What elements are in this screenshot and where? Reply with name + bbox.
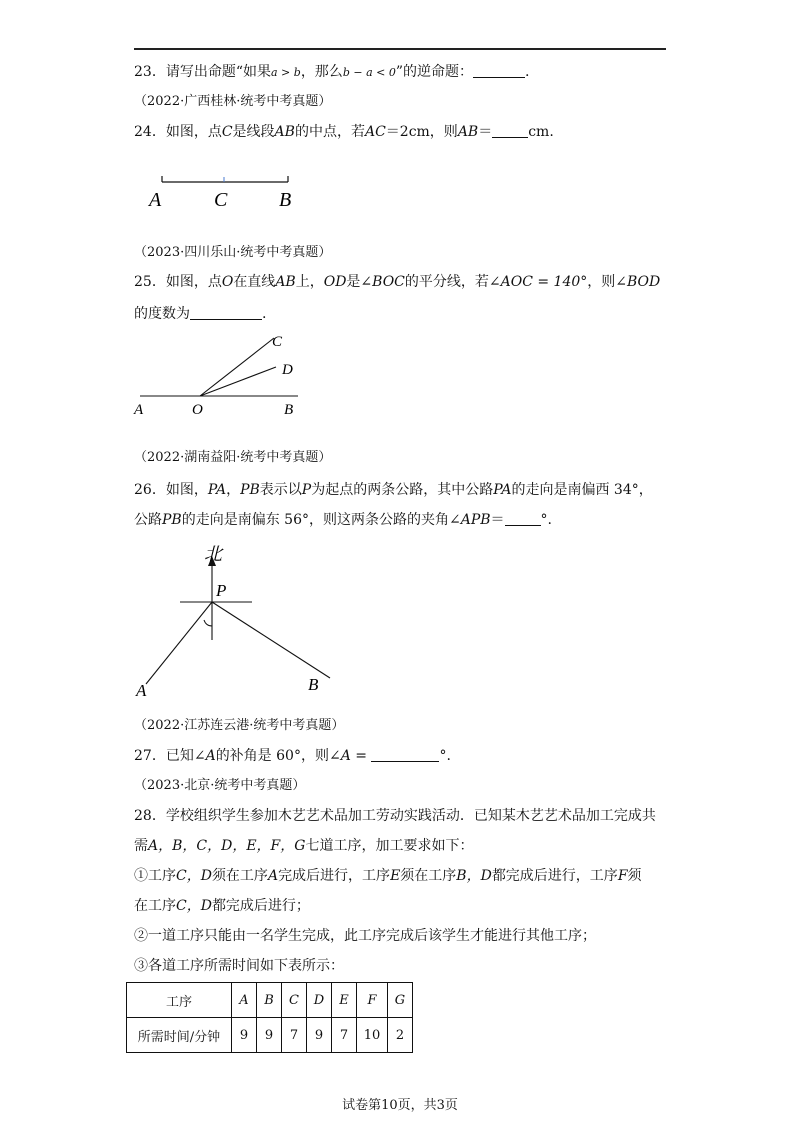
question-text: 须在工序 xyxy=(400,868,457,884)
point-label-o: O xyxy=(192,402,203,418)
question-26-line2 xyxy=(134,510,552,530)
question-text: 需 xyxy=(134,838,148,854)
question-text: 的平分线，若 xyxy=(404,274,489,290)
answer-blank[interactable] xyxy=(371,747,439,762)
question-28 xyxy=(134,806,656,826)
table-header-cell: E xyxy=(332,983,357,1018)
math-var: B，D xyxy=(456,868,492,884)
question-text: cm. xyxy=(528,124,554,140)
question-text: ①工序 xyxy=(134,868,176,884)
point-label-c: C xyxy=(214,189,228,211)
table-header-cell: F xyxy=(357,983,388,1018)
math-var: C，D xyxy=(176,868,212,884)
source-note: （2023·四川乐山·统考中考真题） xyxy=(134,245,332,260)
question-number: 26． xyxy=(134,482,166,498)
question-28-line5: ②一道工序只能由一名学生完成，此工序完成后该学生才能进行其他工序； xyxy=(134,928,596,944)
table-cell: 所需时间/分钟 xyxy=(127,1018,232,1053)
math-var: PB xyxy=(162,512,182,528)
math-var: PA xyxy=(207,482,227,498)
question-text: 须 xyxy=(627,868,642,884)
math-expr: ∠AOC = 140° xyxy=(488,274,588,290)
source-note: （2022·湖南益阳·统考中考真题） xyxy=(134,450,332,465)
math-var: AB xyxy=(275,274,296,290)
road-pa xyxy=(146,602,212,684)
question-text: 都完成后进行； xyxy=(211,898,310,914)
math-expr: ∠BOC xyxy=(360,274,405,290)
table-header-cell: G xyxy=(388,983,413,1018)
math-var: AB xyxy=(457,124,479,140)
question-text: 是 xyxy=(346,274,361,290)
question-text: 请写出命题“如果 xyxy=(165,64,271,80)
answer-blank[interactable] xyxy=(473,63,525,78)
question-27 xyxy=(134,746,451,766)
question-text: ”的逆命题： xyxy=(395,64,474,80)
question-text: 的补角是 60°，则∠ xyxy=(215,748,341,764)
source-note: （2022·江苏连云港·统考中考真题） xyxy=(134,718,345,733)
table-cell: 2 xyxy=(388,1018,413,1053)
answer-blank[interactable] xyxy=(190,305,262,320)
question-23 xyxy=(134,62,529,83)
point-label-b: B xyxy=(279,189,292,211)
question-25 xyxy=(134,272,660,292)
question-text: ＝ xyxy=(490,512,505,528)
table-header-cell: B xyxy=(257,983,282,1018)
source-note: （2022·广西桂林·统考中考真题） xyxy=(134,94,332,109)
question-text: 如图， xyxy=(165,482,208,498)
math-var: AC xyxy=(364,124,386,140)
table-row xyxy=(127,1018,413,1053)
question-text: ， xyxy=(226,482,241,498)
question-text: 如图，点 xyxy=(165,124,222,140)
table-cell: 7 xyxy=(332,1018,357,1053)
table-header-cell: 工序 xyxy=(127,983,232,1018)
process-time-table xyxy=(126,982,413,1053)
math-var: A xyxy=(267,868,279,884)
point-label-a: A xyxy=(149,189,162,211)
question-text: 在工序 xyxy=(134,898,176,914)
math-var: P xyxy=(301,482,312,498)
question-text: ＝ xyxy=(478,124,493,140)
ray-od xyxy=(200,367,276,396)
question-text: . xyxy=(525,64,530,80)
math-var: PA xyxy=(493,482,512,498)
question-text: 的走向是南偏西 34°， xyxy=(511,482,653,498)
math-var: A xyxy=(340,748,351,764)
segment-figure xyxy=(140,172,310,217)
question-28-line3 xyxy=(134,866,642,886)
question-text: 都完成后进行，工序 xyxy=(491,868,618,884)
math-var: F xyxy=(617,868,628,884)
question-28-line6: ③各道工序所需时间如下表所示： xyxy=(134,958,344,974)
math-var: A xyxy=(205,748,216,764)
math-var: C xyxy=(221,124,233,140)
angle-bisector-figure xyxy=(130,330,310,420)
math-var: APB xyxy=(460,512,491,528)
point-label-d: D xyxy=(282,362,293,378)
question-text: 上， xyxy=(295,274,324,290)
question-text: 是线段 xyxy=(232,124,275,140)
question-text: 学校组织学生参加木艺艺术品加工劳动实践活动．已知某木艺艺术品加工完成共 xyxy=(165,808,656,824)
question-text: 在直线 xyxy=(233,274,276,290)
table-cell: 9 xyxy=(232,1018,257,1053)
question-text: 的中点，若 xyxy=(294,124,365,140)
question-28-line2 xyxy=(134,836,473,856)
question-text: 公路 xyxy=(134,512,162,528)
question-text: ＝2cm，则 xyxy=(385,124,458,140)
answer-blank[interactable] xyxy=(505,511,541,526)
question-text: °. xyxy=(540,512,552,528)
question-text: 七道工序，加工要求如下： xyxy=(305,838,474,854)
math-var: A，B，C，D，E，F，G xyxy=(148,838,306,854)
question-text: °. xyxy=(439,748,451,764)
ray-oc xyxy=(200,338,274,396)
road-pb xyxy=(212,602,330,678)
source-note: （2023·北京·统考中考真题） xyxy=(134,778,306,793)
north-label: 北 xyxy=(204,544,222,564)
question-text: 的度数为 xyxy=(134,306,190,322)
table-cell: 9 xyxy=(307,1018,332,1053)
math-expr: a > b xyxy=(271,66,301,79)
question-number: 28． xyxy=(134,808,166,824)
question-text: 完成后进行，工序 xyxy=(278,868,391,884)
road-direction-figure xyxy=(130,540,350,700)
point-label-a: A xyxy=(136,681,147,700)
math-var: PB xyxy=(240,482,260,498)
question-text: ，则 xyxy=(587,274,616,290)
table-cell: 9 xyxy=(257,1018,282,1053)
question-text: = xyxy=(350,748,372,764)
question-text: ，那么 xyxy=(300,64,343,80)
math-expr: b − a < 0 xyxy=(342,66,396,79)
table-cell: 7 xyxy=(282,1018,307,1053)
page-footer: 试卷第10页，共3页 xyxy=(342,1098,458,1113)
question-28-line4 xyxy=(134,896,310,916)
question-text: . xyxy=(262,306,267,322)
math-var: O xyxy=(221,274,234,290)
point-label-b: B xyxy=(308,675,319,694)
math-var: OD xyxy=(323,274,347,290)
point-label-a: A xyxy=(134,402,144,418)
table-header-cell: D xyxy=(307,983,332,1018)
table-row xyxy=(127,983,413,1018)
question-text: 如图，点 xyxy=(165,274,222,290)
question-25-line2 xyxy=(134,304,266,324)
math-expr: ∠BOD xyxy=(615,274,661,290)
math-var: C，D xyxy=(176,898,212,914)
question-24 xyxy=(134,122,554,142)
question-26 xyxy=(134,480,653,500)
question-number: 24． xyxy=(134,124,166,140)
answer-blank[interactable] xyxy=(492,123,528,138)
table-header-cell: A xyxy=(232,983,257,1018)
question-number: 27． xyxy=(134,748,166,764)
point-label-p: P xyxy=(216,581,227,600)
question-text: 须在工序 xyxy=(211,868,268,884)
question-text: 的走向是南偏东 56°，则这两条公路的夹角∠ xyxy=(181,512,461,528)
table-cell: 10 xyxy=(357,1018,388,1053)
table-header-cell: C xyxy=(282,983,307,1018)
point-label-b: B xyxy=(284,402,294,418)
question-text: 表示以 xyxy=(259,482,302,498)
question-number: 23． xyxy=(134,64,166,80)
question-number: 25． xyxy=(134,274,166,290)
math-var: E xyxy=(390,868,401,884)
question-text: 已知∠ xyxy=(165,748,206,764)
point-label-c: C xyxy=(272,334,283,350)
header-rule xyxy=(134,48,666,50)
math-var: AB xyxy=(274,124,295,140)
angle-arc xyxy=(204,620,212,626)
question-text: 为起点的两条公路，其中公路 xyxy=(311,482,494,498)
